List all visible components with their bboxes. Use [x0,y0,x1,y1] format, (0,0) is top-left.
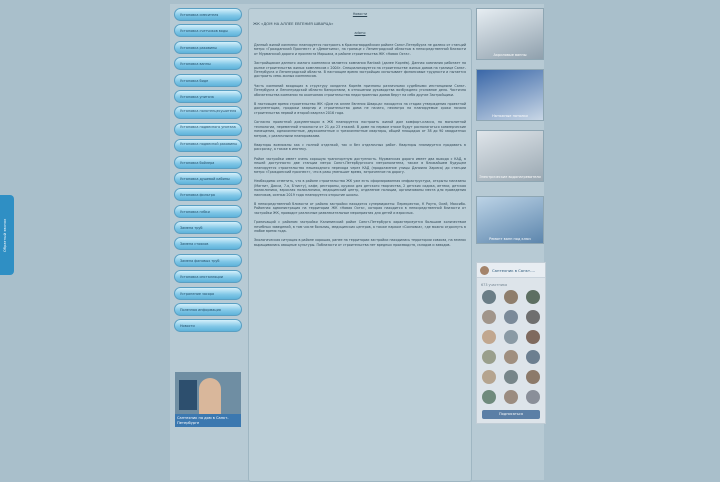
sidebar-item[interactable]: Установка гибки [174,205,242,218]
promo-caption: Сантехник на дом в Санкт-Петербурге [175,414,241,427]
article-title: ЖК «ДОМ НА АЛЛЕЕ ЕВГЕНИЯ ШВАРЦА» [253,21,334,26]
sidebar-nav [172,8,244,336]
promo-thumbnail-label: Электрические водонагреватели [479,175,541,179]
article-paragraph: Необходимо отметить, что в районе строительства ЖК уже есть сформированная инфраструктура, открыты магазины (Магнит, Дикси, 7-я, Б'листу), кафе, рестораны, кружки для детского творчества, 2 детских садика, аптеки, детская поликлиника, взрослая поликлиника, медицинский центр, отделение полиции, организованы места для проведения пикников, осенью 2019 года планируется открытие школы. [254,179,466,197]
sidebar-item[interactable]: Замена стояков [174,237,242,250]
article-paragraph: Согласно проектной документации в ЖК планируется построить жилой дом комфорт-класса, по монолитной технологии, переменной этажности от 21 до 23 этажей. В доме на первом этаже будут располагаться коммерческие помещения, однокомнатные, двухкомнатные и трехкомнатные квартиры, общей площадью от 38 до 90 квадратных метров, с различными планировками. [254,120,466,138]
sidebar-item[interactable]: Установка ванны [174,57,242,70]
vk-member-avatar[interactable] [526,390,540,404]
sidebar-item[interactable]: Установка фильтра [174,188,242,201]
article-paragraph: Экологическая ситуация в районе хорошая, ранее на территории застройки находились территории совхоза, на землях выращивались овощные культуры. Поблизости от строительства нет вредных производств, складов и заводов. [254,238,466,247]
vk-member-avatar[interactable] [482,370,496,384]
vk-header[interactable] [477,263,545,278]
vk-member-avatar[interactable] [482,330,496,344]
sidebar-item[interactable]: Устранение засора [174,287,242,300]
sidebar-item[interactable]: Полезная информация [174,303,242,316]
article-paragraph: В настоящее время строительство ЖК «Дом на аллее Евгения Шварца» находится на стадии утверждения проектной документации, продажи квартир и строительство дома не начато, несмотря на планируемые сроки начала строительства первой и второй квартал 2016 года. [254,102,466,115]
vk-group-logo[interactable] [480,266,489,275]
promo-thumbnail[interactable] [476,8,544,60]
promo-thumbnail[interactable] [476,196,544,244]
promo-thumbnail-label: Акриловые ванны [493,53,527,57]
sidebar-item[interactable]: Установка счетчиков воды [174,24,242,37]
vk-member-avatar[interactable] [482,350,496,364]
callback-side-tab[interactable] [0,195,14,275]
promo-thumbnail-label: Натяжные потолки [492,114,528,118]
article-paragraph: Часть компаний входящих в структуру холдинга Корнёв признаны различными судебными инстанциями Санкт-Петербурга и Ленинградской области банкротами, в отношении руководства возбуждено уголовное дело. Частично обязательства компании по окончанию строительства недостроенных домов берут на себя другие Застройщики. [254,83,466,97]
sidebar-item[interactable]: Установка душевой кабины [174,172,242,185]
promo-thumbnail-label: Ремонт ванн под ключ [489,237,531,241]
sidebar-item[interactable]: Установка унитаза [174,90,242,103]
article-subhead [249,31,471,35]
promo-screen-image [179,380,197,410]
sidebar-item[interactable]: Замена фановых труб [174,254,242,267]
vk-member-avatar[interactable] [526,290,540,304]
vk-member-avatar[interactable] [504,390,518,404]
article-paragraph: Застройщиком данного жилого комплекса является компания Rantasit (далее Корнёв). Данная компания работает на рынке строительства жилых комплексов с 2004г. Специализируется на строительстве жилых домов на границе Санкт-Петербурга и Ленинградской области. В настоящее время застройщик испытывает финансовые трудности и пытается достроить семь жилых комплексов. [254,61,466,79]
vk-member-avatar[interactable] [504,370,518,384]
promo-thumbnail[interactable] [476,69,544,121]
vk-member-avatar[interactable] [482,390,496,404]
sidebar-item[interactable]: Установка раковины [174,41,242,54]
article-body [249,43,471,247]
promo-thumbnail[interactable] [476,130,544,182]
breadcrumb-link[interactable]: Новости [352,12,368,16]
vk-member-avatar[interactable] [504,290,518,304]
sidebar-item[interactable]: Установка подвесной раковины [174,139,242,152]
vk-group-widget [476,262,546,424]
sidebar-item[interactable]: Установка полотенцесушителя [174,106,242,119]
vk-member-avatar[interactable] [504,330,518,344]
sidebar-item[interactable]: Установка смесителя [174,8,242,21]
article-paragraph: Район застройки имеет очень хорошую транспортную доступность. Мурманская дорога имеет два выхода с КАД, в пешей доступности две станции метро Санкт-Петербургского метрополитена, также в ближайшем будущем планируется строительство пешеходного перехода через КАД (продолжение улицы Даниила Хармса) до станции метро «Гражданский проспект», что в разы уменьшит время, затраченное на дорогу. [254,156,466,174]
sidebar-item[interactable]: Замена труб [174,221,242,234]
vk-member-avatar[interactable] [526,330,540,344]
article-paragraph: В непосредственной близости от района застройки находятся супермаркеты: Перекресток, К Раута, Окей, Максибо. Районная администрация на территории ЖК «Новая Охта», которая находится в непосредственной близости от застройки ЖК, проводит различные развлекательные мероприятия для детей и взрослых. [254,201,466,215]
vk-member-avatar[interactable] [482,310,496,324]
vk-member-avatar[interactable] [482,290,496,304]
article-paragraph: Квартиры возможны как с полной отделкой, так и без отделочных работ. Квартиры планируется продавать в рассрочку, а также в ипотеку. [254,142,466,152]
vk-member-avatar[interactable] [526,370,540,384]
sidebar-item[interactable]: Установка подвесного унитаза [174,123,242,136]
sidebar-item[interactable]: Новости [174,319,242,332]
vk-members-count: 673 участника [481,283,508,287]
vk-member-avatar[interactable] [526,310,540,324]
vk-member-avatar[interactable] [504,350,518,364]
breadcrumb[interactable] [249,12,471,16]
vk-members-grid [482,290,545,404]
article-subhead-link[interactable]: adsmo [354,31,366,35]
article-paragraph: Данный жилой комплекс планируется построить в Красногвардейском районе Санкт-Петербурга не далеко от станций метро «Гражданский Проспект» и «Девяткино», на границе с Ленинградской областью в непосредственной близости от Мурманской дороги и проспекта Маршака, в районе строительства ЖК «Новая Охта». [254,43,466,56]
sidebar-item[interactable]: Установка биде [174,74,242,87]
article-paragraph: Граничащий с районом застройки Калининский район Санкт-Петербурга характеризуется большим количеством печебных заведений, в том числе больниц, медицинских центров, а также парком «Сосновка», где можно отдохнуть в любое время года. [254,220,466,233]
promo-banner[interactable] [175,372,241,427]
sidebar-item[interactable]: Установка бойлера [174,156,242,169]
vk-member-avatar[interactable] [504,310,518,324]
vk-group-name[interactable]: Сантехник в Санкт-... [492,267,536,273]
callback-side-tab-label: Обратный звонок [3,218,7,252]
article-content [248,8,472,482]
vk-join-button[interactable]: Подписаться [482,410,540,419]
vk-member-avatar[interactable] [526,350,540,364]
sidebar-item[interactable]: Установка инсталляции [174,270,242,283]
